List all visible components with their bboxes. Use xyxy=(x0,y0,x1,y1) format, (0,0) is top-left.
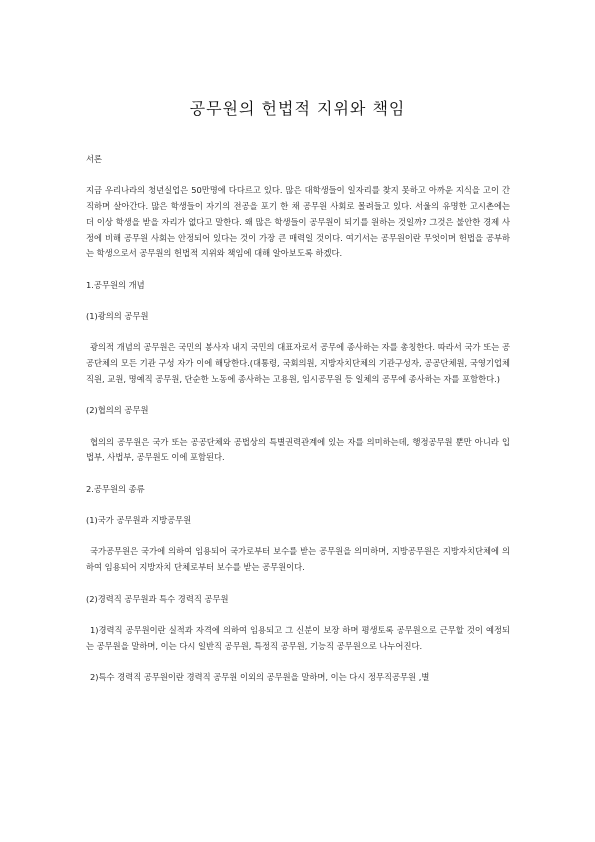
section-2-heading: 2.공무원의 종류 xyxy=(86,483,145,494)
intro-paragraph: 지금 우리나라의 청년실업은 50만명에 다다르고 있다. 많은 대학생들이 일자리를 찾지 못하고 아까운 지식을 고이 간직하며 살아간다. 많은 학생들이 자기의 전공을 포기 한 채 공무원 사회로 몰려들고 있다. 서울의 유명한 고시촌에는 더 이상 학생을 받을 자리가 없다고 말한다. 왜 많은 학생들이 공무원이 되기를 원하는 것일까? 그것은 불안한 경제 사정에 비해 공무원 사회는 안정되어 있다는 것이 가장 큰 매력일 것이다. 여기서는 공무원이란 무엇이며 헌법을 공부하는 학생으로서 공무원의 헌법적 지위와 책임에 대해 알아보도록 하겠다. xyxy=(86,185,510,259)
section-2-1-heading: (1)국가 공무원과 지방공무원 xyxy=(86,515,192,526)
section-2-1-paragraph: 국가공무원은 국가에 의하여 임용되어 국가로부터 보수를 받는 공무원을 의미하며, 지방공무원은 지방자치단체에 의하여 임용되어 지방자치 단체로부터 보수를 받는 공무원이다. xyxy=(86,546,510,573)
section-1-heading: 1.공무원의 개념 xyxy=(86,279,145,290)
section-2-2-heading: (2)경력직 공무원과 특수 경력직 공무원 xyxy=(86,593,229,604)
section-1-1-heading: (1)광의의 공무원 xyxy=(86,310,149,321)
document-body xyxy=(86,152,510,686)
section-1-1-paragraph: 광의적 개념의 공무원은 국민의 봉사자 내지 국민의 대표자로서 공무에 종사하는 자를 총칭한다. 따라서 국가 또는 공공단체의 모든 기관 구성 자가 이에 해당한다.(대통령, 국회의원, 지방자치단체의 기관구성자, 공공단체원, 국영기업체 직원, 교원, 명예직 공무원, 단순한 노동에 종사하는 고용원, 임시공무원 등 일체의 공무에 종사하는 자를 포함한다.) xyxy=(86,342,510,384)
section-1-2-heading: (2)협의의 공무원 xyxy=(86,405,149,416)
section-2-2-paragraph-2: 2)특수 경력직 공무원이란 경력직 공무원 이외의 공무원을 말하며, 이는 다시 정무직공무원 ,별 xyxy=(90,672,430,683)
document-title: 공무원의 헌법적 지위와 책임 xyxy=(189,99,406,118)
section-1-2-paragraph: 협의의 공무원은 국가 또는 공공단체와 공법상의 특별권력관계에 있는 자를 의미하는데, 행정공무원 뿐만 아니라 입법부, 사법부, 공무원도 이에 포함된다. xyxy=(86,436,510,463)
section-2-2-paragraph-1: 1)경력직 공무원이란 실적과 자격에 의하여 임용되고 그 신분이 보장 하며 평생토록 공무원으로 근무할 것이 예정되는 공무원을 말하며, 이는 다시 일반직 공무원, 특정직 공무원, 기능직 공무원으로 나누어진다. xyxy=(86,624,510,651)
intro-heading: 서론 xyxy=(86,154,103,164)
